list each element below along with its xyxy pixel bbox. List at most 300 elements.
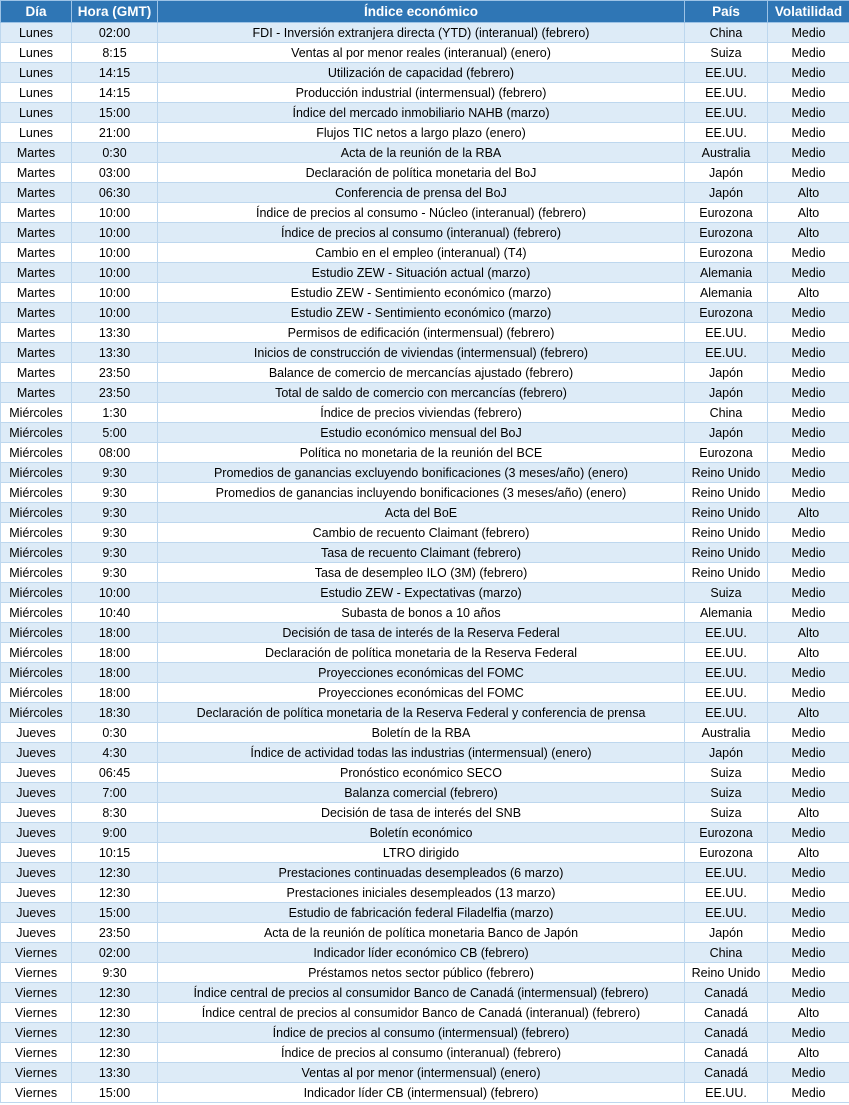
cell-country: Suiza — [685, 43, 768, 63]
cell-time: 4:30 — [72, 743, 158, 763]
cell-country: Eurozona — [685, 443, 768, 463]
table-row — [1, 343, 849, 363]
cell-volatility: Medio — [768, 123, 849, 143]
cell-day: Viernes — [1, 983, 72, 1003]
table-header — [1, 1, 849, 23]
cell-volatility: Medio — [768, 103, 849, 123]
cell-day: Viernes — [1, 1063, 72, 1083]
cell-index: Proyecciones económicas del FOMC — [158, 663, 685, 683]
table-row — [1, 303, 849, 323]
cell-country: Eurozona — [685, 823, 768, 843]
cell-day: Martes — [1, 303, 72, 323]
cell-day: Miércoles — [1, 503, 72, 523]
table-row — [1, 223, 849, 243]
cell-index: Índice del mercado inmobiliario NAHB (marzo) — [158, 103, 685, 123]
cell-index: Estudio económico mensual del BoJ — [158, 423, 685, 443]
cell-day: Jueves — [1, 923, 72, 943]
table-row — [1, 703, 849, 723]
cell-country: Alemania — [685, 603, 768, 623]
cell-day: Miércoles — [1, 463, 72, 483]
cell-day: Miércoles — [1, 483, 72, 503]
cell-country: Australia — [685, 143, 768, 163]
cell-time: 06:30 — [72, 183, 158, 203]
cell-time: 10:00 — [72, 303, 158, 323]
cell-index: FDI - Inversión extranjera directa (YTD) (interanual) (febrero) — [158, 23, 685, 43]
cell-country: Canadá — [685, 1003, 768, 1023]
cell-index: Índice de actividad todas las industrias (intermensual) (enero) — [158, 743, 685, 763]
cell-day: Lunes — [1, 83, 72, 103]
cell-day: Viernes — [1, 943, 72, 963]
table-row — [1, 363, 849, 383]
cell-time: 10:40 — [72, 603, 158, 623]
cell-index: Decisión de tasa de interés del SNB — [158, 803, 685, 823]
cell-volatility: Alto — [768, 1003, 849, 1023]
cell-time: 18:00 — [72, 683, 158, 703]
table-row — [1, 183, 849, 203]
table-row — [1, 863, 849, 883]
cell-volatility: Medio — [768, 743, 849, 763]
cell-time: 10:00 — [72, 583, 158, 603]
table-row — [1, 723, 849, 743]
cell-day: Miércoles — [1, 403, 72, 423]
cell-country: EE.UU. — [685, 63, 768, 83]
header-volatility: Volatilidad — [768, 1, 849, 23]
cell-day: Martes — [1, 183, 72, 203]
table-row — [1, 1063, 849, 1083]
table-row — [1, 1083, 849, 1103]
cell-volatility: Medio — [768, 1063, 849, 1083]
cell-volatility: Medio — [768, 763, 849, 783]
cell-country: Eurozona — [685, 223, 768, 243]
cell-day: Miércoles — [1, 563, 72, 583]
cell-index: Permisos de edificación (intermensual) (febrero) — [158, 323, 685, 343]
cell-day: Lunes — [1, 123, 72, 143]
cell-time: 15:00 — [72, 903, 158, 923]
cell-day: Lunes — [1, 103, 72, 123]
cell-country: Japón — [685, 163, 768, 183]
cell-time: 8:30 — [72, 803, 158, 823]
cell-day: Jueves — [1, 883, 72, 903]
cell-index: Declaración de política monetaria de la Reserva Federal — [158, 643, 685, 663]
table-row — [1, 83, 849, 103]
table-row — [1, 623, 849, 643]
cell-index: Cambio de recuento Claimant (febrero) — [158, 523, 685, 543]
cell-volatility: Medio — [768, 603, 849, 623]
cell-volatility: Medio — [768, 523, 849, 543]
cell-index: Decisión de tasa de interés de la Reserva Federal — [158, 623, 685, 643]
cell-day: Martes — [1, 283, 72, 303]
cell-country: China — [685, 403, 768, 423]
cell-time: 10:00 — [72, 223, 158, 243]
cell-index: Acta del BoE — [158, 503, 685, 523]
cell-time: 13:30 — [72, 343, 158, 363]
table-row — [1, 803, 849, 823]
cell-index: Estudio de fabricación federal Filadelfia (marzo) — [158, 903, 685, 923]
cell-volatility: Alto — [768, 223, 849, 243]
table-row — [1, 503, 849, 523]
cell-index: Promedios de ganancias excluyendo bonificaciones (3 meses/año) (enero) — [158, 463, 685, 483]
cell-index: Estudio ZEW - Sentimiento económico (marzo) — [158, 303, 685, 323]
cell-volatility: Medio — [768, 463, 849, 483]
table-row — [1, 383, 849, 403]
cell-country: Alemania — [685, 283, 768, 303]
cell-index: Declaración de política monetaria del BoJ — [158, 163, 685, 183]
cell-country: Canadá — [685, 1043, 768, 1063]
table-row — [1, 883, 849, 903]
cell-volatility: Alto — [768, 643, 849, 663]
table-row — [1, 603, 849, 623]
cell-time: 12:30 — [72, 1023, 158, 1043]
table-row — [1, 243, 849, 263]
cell-day: Jueves — [1, 763, 72, 783]
cell-country: Japón — [685, 183, 768, 203]
cell-time: 8:15 — [72, 43, 158, 63]
table-row — [1, 23, 849, 43]
cell-volatility: Medio — [768, 143, 849, 163]
cell-day: Miércoles — [1, 643, 72, 663]
cell-country: EE.UU. — [685, 123, 768, 143]
cell-country: Australia — [685, 723, 768, 743]
table-row — [1, 203, 849, 223]
table-body — [1, 23, 849, 1103]
cell-volatility: Medio — [768, 723, 849, 743]
cell-index: Balanza comercial (febrero) — [158, 783, 685, 803]
cell-volatility: Alto — [768, 503, 849, 523]
cell-country: EE.UU. — [685, 83, 768, 103]
cell-day: Martes — [1, 203, 72, 223]
cell-index: Proyecciones económicas del FOMC — [158, 683, 685, 703]
table-row — [1, 903, 849, 923]
table-row — [1, 1043, 849, 1063]
header-row — [1, 1, 849, 23]
cell-time: 10:00 — [72, 203, 158, 223]
cell-index: Política no monetaria de la reunión del BCE — [158, 443, 685, 463]
cell-time: 13:30 — [72, 1063, 158, 1083]
cell-country: Japón — [685, 363, 768, 383]
cell-day: Jueves — [1, 743, 72, 763]
cell-index: Ventas al por menor reales (interanual) (enero) — [158, 43, 685, 63]
cell-country: EE.UU. — [685, 903, 768, 923]
cell-index: Préstamos netos sector público (febrero) — [158, 963, 685, 983]
cell-country: EE.UU. — [685, 1083, 768, 1103]
cell-country: EE.UU. — [685, 683, 768, 703]
table-row — [1, 123, 849, 143]
table-row — [1, 43, 849, 63]
cell-volatility: Medio — [768, 443, 849, 463]
cell-time: 14:15 — [72, 83, 158, 103]
cell-country: Eurozona — [685, 303, 768, 323]
cell-time: 21:00 — [72, 123, 158, 143]
cell-time: 02:00 — [72, 23, 158, 43]
table-row — [1, 843, 849, 863]
cell-index: Boletín de la RBA — [158, 723, 685, 743]
cell-index: Indicador líder CB (intermensual) (febrero) — [158, 1083, 685, 1103]
cell-index: Estudio ZEW - Sentimiento económico (marzo) — [158, 283, 685, 303]
cell-time: 12:30 — [72, 983, 158, 1003]
cell-time: 23:50 — [72, 383, 158, 403]
cell-index: Promedios de ganancias incluyendo bonificaciones (3 meses/año) (enero) — [158, 483, 685, 503]
cell-time: 18:00 — [72, 643, 158, 663]
cell-time: 9:30 — [72, 483, 158, 503]
table-row — [1, 403, 849, 423]
cell-country: EE.UU. — [685, 643, 768, 663]
cell-day: Lunes — [1, 63, 72, 83]
cell-volatility: Alto — [768, 843, 849, 863]
cell-volatility: Medio — [768, 983, 849, 1003]
cell-time: 12:30 — [72, 883, 158, 903]
cell-volatility: Medio — [768, 1083, 849, 1103]
cell-country: Japón — [685, 923, 768, 943]
cell-index: Tasa de desempleo ILO (3M) (febrero) — [158, 563, 685, 583]
cell-volatility: Medio — [768, 663, 849, 683]
cell-time: 9:30 — [72, 503, 158, 523]
cell-volatility: Medio — [768, 683, 849, 703]
cell-day: Martes — [1, 243, 72, 263]
table-row — [1, 523, 849, 543]
cell-country: EE.UU. — [685, 343, 768, 363]
cell-time: 15:00 — [72, 1083, 158, 1103]
cell-volatility: Medio — [768, 43, 849, 63]
cell-time: 10:00 — [72, 263, 158, 283]
cell-country: Reino Unido — [685, 483, 768, 503]
cell-day: Miércoles — [1, 703, 72, 723]
table-row — [1, 143, 849, 163]
cell-volatility: Medio — [768, 563, 849, 583]
cell-time: 23:50 — [72, 923, 158, 943]
cell-volatility: Medio — [768, 163, 849, 183]
cell-time: 10:15 — [72, 843, 158, 863]
cell-day: Viernes — [1, 1083, 72, 1103]
header-country: País — [685, 1, 768, 23]
header-time: Hora (GMT) — [72, 1, 158, 23]
cell-time: 14:15 — [72, 63, 158, 83]
cell-country: Suiza — [685, 763, 768, 783]
table-row — [1, 783, 849, 803]
cell-country: Reino Unido — [685, 963, 768, 983]
table-row — [1, 423, 849, 443]
cell-volatility: Medio — [768, 243, 849, 263]
cell-index: Flujos TIC netos a largo plazo (enero) — [158, 123, 685, 143]
table-row — [1, 1003, 849, 1023]
cell-country: Japón — [685, 743, 768, 763]
cell-country: Canadá — [685, 983, 768, 1003]
cell-country: Canadá — [685, 1023, 768, 1043]
cell-time: 15:00 — [72, 103, 158, 123]
cell-day: Martes — [1, 223, 72, 243]
cell-volatility: Medio — [768, 263, 849, 283]
cell-index: Subasta de bonos a 10 años — [158, 603, 685, 623]
cell-day: Miércoles — [1, 663, 72, 683]
table-row — [1, 743, 849, 763]
cell-index: Estudio ZEW - Expectativas (marzo) — [158, 583, 685, 603]
cell-day: Martes — [1, 163, 72, 183]
header-index: Índice económico — [158, 1, 685, 23]
cell-time: 1:30 — [72, 403, 158, 423]
table-row — [1, 983, 849, 1003]
table-row — [1, 563, 849, 583]
cell-country: Eurozona — [685, 843, 768, 863]
cell-day: Miércoles — [1, 423, 72, 443]
cell-time: 02:00 — [72, 943, 158, 963]
cell-volatility: Medio — [768, 303, 849, 323]
cell-time: 9:30 — [72, 963, 158, 983]
cell-index: Cambio en el empleo (interanual) (T4) — [158, 243, 685, 263]
cell-time: 9:30 — [72, 463, 158, 483]
cell-index: Índice central de precios al consumidor Banco de Canadá (intermensual) (febrero) — [158, 983, 685, 1003]
cell-country: Suiza — [685, 803, 768, 823]
cell-country: Suiza — [685, 783, 768, 803]
cell-time: 23:50 — [72, 363, 158, 383]
cell-volatility: Medio — [768, 903, 849, 923]
cell-volatility: Alto — [768, 183, 849, 203]
cell-country: Reino Unido — [685, 463, 768, 483]
cell-time: 10:00 — [72, 243, 158, 263]
cell-volatility: Medio — [768, 363, 849, 383]
cell-day: Martes — [1, 323, 72, 343]
cell-index: Conferencia de prensa del BoJ — [158, 183, 685, 203]
cell-day: Miércoles — [1, 543, 72, 563]
cell-day: Viernes — [1, 1003, 72, 1023]
cell-time: 9:00 — [72, 823, 158, 843]
cell-country: Japón — [685, 423, 768, 443]
cell-country: EE.UU. — [685, 703, 768, 723]
cell-country: Reino Unido — [685, 563, 768, 583]
cell-index: Indicador líder económico CB (febrero) — [158, 943, 685, 963]
cell-country: EE.UU. — [685, 323, 768, 343]
table-row — [1, 823, 849, 843]
cell-volatility: Medio — [768, 883, 849, 903]
cell-index: Índice de precios al consumo (intermensual) (febrero) — [158, 1023, 685, 1043]
table-row — [1, 963, 849, 983]
table-row — [1, 543, 849, 563]
cell-time: 9:30 — [72, 523, 158, 543]
table-row — [1, 763, 849, 783]
cell-time: 18:00 — [72, 623, 158, 643]
cell-country: Eurozona — [685, 203, 768, 223]
cell-time: 12:30 — [72, 1043, 158, 1063]
cell-time: 5:00 — [72, 423, 158, 443]
table-row — [1, 163, 849, 183]
table-row — [1, 103, 849, 123]
cell-country: Reino Unido — [685, 523, 768, 543]
cell-time: 10:00 — [72, 283, 158, 303]
cell-time: 12:30 — [72, 863, 158, 883]
cell-volatility: Medio — [768, 323, 849, 343]
cell-volatility: Medio — [768, 63, 849, 83]
cell-volatility: Medio — [768, 583, 849, 603]
cell-day: Lunes — [1, 23, 72, 43]
cell-day: Jueves — [1, 863, 72, 883]
cell-country: EE.UU. — [685, 883, 768, 903]
cell-index: LTRO dirigido — [158, 843, 685, 863]
cell-time: 7:00 — [72, 783, 158, 803]
cell-index: Utilización de capacidad (febrero) — [158, 63, 685, 83]
cell-day: Jueves — [1, 803, 72, 823]
cell-country: China — [685, 943, 768, 963]
cell-country: EE.UU. — [685, 623, 768, 643]
cell-time: 12:30 — [72, 1003, 158, 1023]
cell-time: 06:45 — [72, 763, 158, 783]
cell-volatility: Alto — [768, 623, 849, 643]
cell-day: Miércoles — [1, 623, 72, 643]
cell-day: Martes — [1, 143, 72, 163]
cell-country: EE.UU. — [685, 863, 768, 883]
table-row — [1, 683, 849, 703]
cell-day: Jueves — [1, 903, 72, 923]
cell-time: 18:00 — [72, 663, 158, 683]
cell-day: Martes — [1, 263, 72, 283]
cell-volatility: Alto — [768, 283, 849, 303]
cell-day: Miércoles — [1, 683, 72, 703]
cell-volatility: Medio — [768, 543, 849, 563]
cell-day: Viernes — [1, 963, 72, 983]
cell-day: Jueves — [1, 783, 72, 803]
cell-volatility: Medio — [768, 823, 849, 843]
cell-index: Índice central de precios al consumidor Banco de Canadá (interanual) (febrero) — [158, 1003, 685, 1023]
cell-volatility: Medio — [768, 23, 849, 43]
cell-index: Estudio ZEW - Situación actual (marzo) — [158, 263, 685, 283]
cell-index: Declaración de política monetaria de la Reserva Federal y conferencia de prensa — [158, 703, 685, 723]
cell-index: Pronóstico económico SECO — [158, 763, 685, 783]
cell-index: Boletín económico — [158, 823, 685, 843]
cell-time: 18:30 — [72, 703, 158, 723]
cell-time: 03:00 — [72, 163, 158, 183]
cell-volatility: Medio — [768, 943, 849, 963]
table-row — [1, 583, 849, 603]
cell-volatility: Medio — [768, 83, 849, 103]
table-row — [1, 923, 849, 943]
table-row — [1, 943, 849, 963]
cell-country: Reino Unido — [685, 503, 768, 523]
cell-index: Índice de precios al consumo (interanual) (febrero) — [158, 223, 685, 243]
cell-time: 0:30 — [72, 143, 158, 163]
cell-volatility: Medio — [768, 783, 849, 803]
cell-time: 08:00 — [72, 443, 158, 463]
cell-index: Acta de la reunión de política monetaria Banco de Japón — [158, 923, 685, 943]
cell-index: Balance de comercio de mercancías ajustado (febrero) — [158, 363, 685, 383]
cell-volatility: Medio — [768, 403, 849, 423]
table-row — [1, 283, 849, 303]
cell-time: 9:30 — [72, 563, 158, 583]
cell-day: Martes — [1, 343, 72, 363]
cell-index: Producción industrial (intermensual) (febrero) — [158, 83, 685, 103]
cell-day: Martes — [1, 363, 72, 383]
cell-index: Prestaciones iniciales desempleados (13 marzo) — [158, 883, 685, 903]
table-row — [1, 263, 849, 283]
cell-day: Miércoles — [1, 583, 72, 603]
cell-volatility: Medio — [768, 863, 849, 883]
cell-day: Lunes — [1, 43, 72, 63]
cell-volatility: Medio — [768, 923, 849, 943]
cell-day: Miércoles — [1, 603, 72, 623]
cell-country: Alemania — [685, 263, 768, 283]
cell-day: Viernes — [1, 1043, 72, 1063]
cell-index: Total de saldo de comercio con mercancías (febrero) — [158, 383, 685, 403]
cell-country: Suiza — [685, 583, 768, 603]
cell-index: Tasa de recuento Claimant (febrero) — [158, 543, 685, 563]
cell-country: Reino Unido — [685, 543, 768, 563]
cell-time: 9:30 — [72, 543, 158, 563]
cell-index: Índice de precios al consumo - Núcleo (interanual) (febrero) — [158, 203, 685, 223]
cell-volatility: Alto — [768, 703, 849, 723]
cell-index: Índice de precios viviendas (febrero) — [158, 403, 685, 423]
table-row — [1, 463, 849, 483]
cell-index: Ventas al por menor (intermensual) (enero) — [158, 1063, 685, 1083]
cell-volatility: Medio — [768, 1023, 849, 1043]
cell-country: Canadá — [685, 1063, 768, 1083]
cell-day: Jueves — [1, 843, 72, 863]
table-row — [1, 323, 849, 343]
